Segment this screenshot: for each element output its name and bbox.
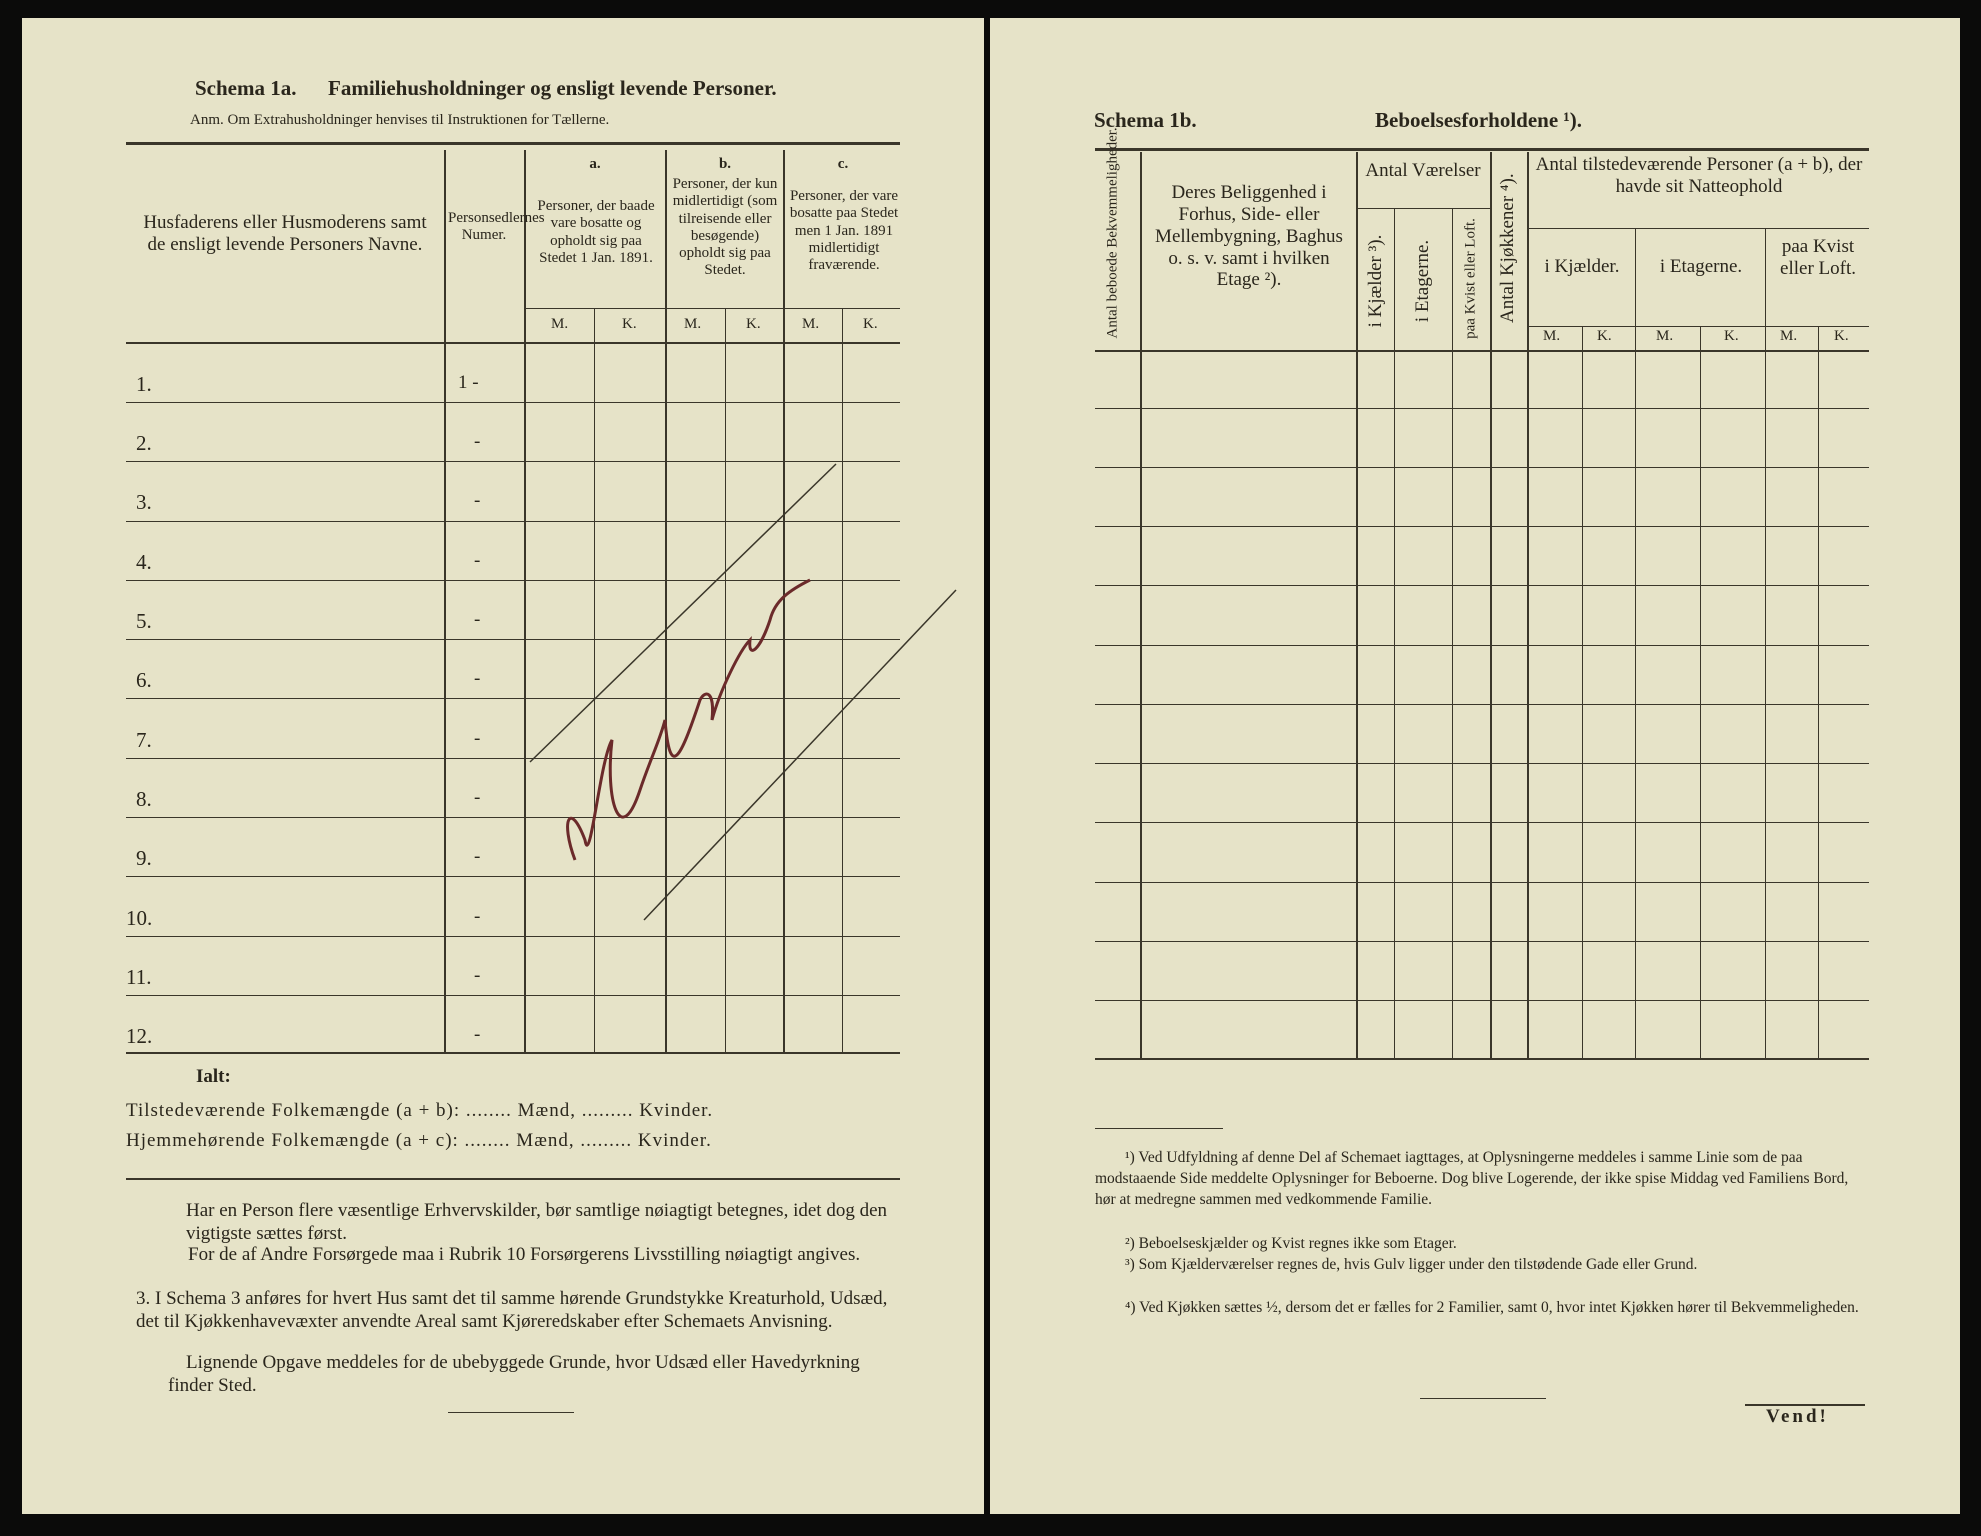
right-row-rule [1095, 585, 1869, 586]
row-mark: 1 - [458, 372, 479, 393]
persons-etagerne-k: K. [1724, 328, 1739, 344]
header-units: Antal beboede Bekvemmeligheder. [1104, 127, 1121, 339]
header-b-k: K. [746, 316, 761, 332]
header-person-number: Personsedlernes Numer. [448, 210, 545, 244]
header-kvist: paa Kvist eller Loft. [1462, 218, 1479, 339]
row-number: 9. [136, 846, 152, 870]
right-row-rule [1095, 408, 1869, 409]
header-a-text: Personer, der baade vare bosatte og opholdt sig paa Stedet 1 Jan. 1891. [537, 198, 655, 266]
row-number: 10. [126, 906, 153, 930]
schema-1b-title: Beboelsesforholdene ¹). [1375, 108, 1582, 132]
header-etagerne: i Etagerne. [1412, 239, 1433, 323]
row-number: 1. [136, 372, 152, 396]
row-mark: - [474, 787, 481, 808]
right-row-rule [1095, 941, 1869, 942]
row-mark: - [474, 965, 481, 986]
right-vline-10 [1765, 228, 1766, 1058]
persons-kjaelder-m: M. [1543, 328, 1561, 344]
persons-subheader-rule [1528, 228, 1869, 229]
footnote-rule [1095, 1128, 1223, 1129]
row-number: 4. [136, 550, 152, 574]
note-4: Lignende Opgave meddeles for de ubebyggede Grunde, hvor Udsæd eller Havedyrkning finder Sted. [168, 1352, 860, 1396]
footnote-1: ¹) Ved Udfyldning af denne Del af Schemaet iagttages, at Oplysningerne meddeles i samme Linie som de paa modstaaende Side meddelte Oplysninger for Beboerne. Dog blive Logerende, der ikke spise Middag ved Familiens Bord, hør at medregne sammen med vedkommende Familie. [1095, 1149, 1849, 1208]
header-c-m: M. [802, 316, 820, 332]
subheader-kvist: paa Kvist eller Loft. [1780, 236, 1856, 279]
right-vline-9 [1700, 326, 1701, 1058]
header-names: Husfaderens eller Husmoderens samt de ensligt levende Personers Navne. [143, 212, 427, 255]
right-row-rule [1095, 763, 1869, 764]
row-number: 12. [126, 1024, 153, 1048]
schema-1b-label: Schema 1b. [1094, 108, 1197, 132]
note-2: For de af Andre Forsørgede maa i Rubrik 10 Forsørgerens Livsstilling nøiagtigt angives. [188, 1244, 861, 1265]
header-rooms: Antal Værelser [1365, 160, 1481, 181]
note-3: 3. I Schema 3 anføres for hvert Hus samt det til samme hørende Grundstykke Kreaturhold, Udsæd, det til Kjøkkenhavevæxter anvendte Areal samt Kjøreredskaber efter Schemaets Anvisning. [136, 1288, 888, 1332]
right-end-rule [1420, 1398, 1546, 1399]
right-vline-7 [1582, 326, 1583, 1058]
right-table-bottom-rule [1095, 1058, 1869, 1060]
right-vline-1 [1140, 152, 1142, 1058]
header-c-letter: c. [837, 156, 849, 172]
row-mark: - [474, 490, 481, 511]
right-row-rule [1095, 645, 1869, 646]
right-row-rule [1095, 1000, 1869, 1001]
header-b-letter: b. [718, 156, 732, 172]
row-mark: - [474, 906, 481, 927]
right-row-rule [1095, 526, 1869, 527]
row-mark: - [474, 1024, 481, 1045]
footnote-2: ²) Beboelseskjælder og Kvist regnes ikke som Etager. [1125, 1235, 1457, 1252]
right-vline-2 [1356, 152, 1358, 1058]
header-a-letter: a. [589, 156, 601, 172]
header-kitchens: Antal Kjøkkener ⁴). [1497, 173, 1518, 323]
header-kjaelder: i Kjælder ³). [1365, 234, 1386, 328]
row-number: 8. [136, 787, 152, 811]
schema-1a-label: Schema 1a. [195, 76, 297, 100]
header-b-text: Personer, der kun midlertidigt (som tilreisende eller besøgende) opholdt sig paa Stedet. [672, 176, 778, 279]
rooms-subheader-rule [1358, 208, 1490, 209]
header-a-m: M. [551, 316, 569, 332]
header-a-k: K. [622, 316, 637, 332]
right-vline-8 [1635, 228, 1636, 1058]
left-end-rule [448, 1412, 574, 1413]
header-persons: Antal tilstedeværende Personer (a + b), der havde sit Natteophold [1535, 154, 1863, 197]
persons-kvist-m: M. [1780, 328, 1798, 344]
header-c-text: Personer, der vare bosatte paa Stedet men 1 Jan. 1891 midlertidigt fraværende. [789, 188, 899, 273]
right-row-rule [1095, 822, 1869, 823]
right-vline-4 [1452, 208, 1453, 1058]
right-row-rule [1095, 704, 1869, 705]
right-vline-5 [1490, 152, 1492, 1058]
right-table-top-rule [1095, 148, 1869, 151]
schema-1a-title: Familiehusholdninger og ensligt levende Personer. [328, 76, 777, 100]
row-number: 11. [126, 965, 152, 989]
row-number: 7. [136, 728, 152, 752]
right-vline-6 [1527, 152, 1529, 1058]
row-mark: - [474, 431, 481, 452]
row-mark: - [474, 668, 481, 689]
subheader-etagerne: i Etagerne. [1659, 256, 1743, 277]
right-vline-11 [1818, 326, 1819, 1058]
row-number: 6. [136, 668, 152, 692]
persons-kvist-k: K. [1834, 328, 1849, 344]
handwritten-annotation [606, 742, 609, 743]
persons-etagerne-m: M. [1656, 328, 1674, 344]
tilstedevaerende-line: Tilstedeværende Folkemængde (a + b): ........ Mænd, ......... Kvinder. [126, 1100, 714, 1121]
footnote-4: ⁴) Ved Kjøkken sættes ½, dersom det er fælles for 2 Familier, samt 0, hvor intet Kjøkken hører til Bekvemmeligheden. [1125, 1299, 1859, 1316]
footnote-3: ³) Som Kjælderværelser regnes de, hvis Gulv ligger under den tilstødende Gade eller Grund. [1125, 1256, 1698, 1273]
right-vline-3 [1394, 208, 1395, 1058]
row-mark: - [474, 550, 481, 571]
header-b-m: M. [684, 316, 702, 332]
row-mark: - [474, 609, 481, 630]
totals-bottom-rule [126, 1178, 900, 1180]
handwritten-annotation-stroke [568, 580, 810, 860]
right-row-rule [1095, 467, 1869, 468]
vend-label: Vend! [1766, 1406, 1829, 1427]
row-mark: - [474, 728, 481, 749]
header-c-k: K. [863, 316, 878, 332]
subheader-kjaelder: i Kjælder. [1544, 256, 1620, 277]
header-location: Deres Beliggenhed i Forhus, Side- eller Mellembygning, Baghus o. s. v. samt i hvilken Etage ²). [1155, 182, 1343, 291]
right-row-rule [1095, 882, 1869, 883]
right-header-bottom-rule [1095, 350, 1869, 352]
hjemmehorende-line: Hjemmehørende Folkemængde (a + c): ........ Mænd, ......... Kvinder. [126, 1130, 712, 1151]
persons-kjaelder-k: K. [1597, 328, 1612, 344]
anm-note: Anm. Om Extrahusholdninger henvises til Instruktionen for Tællerne. [190, 112, 610, 128]
row-number: 3. [136, 490, 152, 514]
note-1: Har en Person flere væsentlige Erhvervskilder, bør samtlige nøiagtigt betegnes, idet dog den vigtigste sættes først. [186, 1200, 887, 1244]
row-number: 2. [136, 431, 152, 455]
row-mark: - [474, 846, 481, 867]
ialt-label: Ialt: [196, 1066, 231, 1087]
row-number: 5. [136, 609, 152, 633]
